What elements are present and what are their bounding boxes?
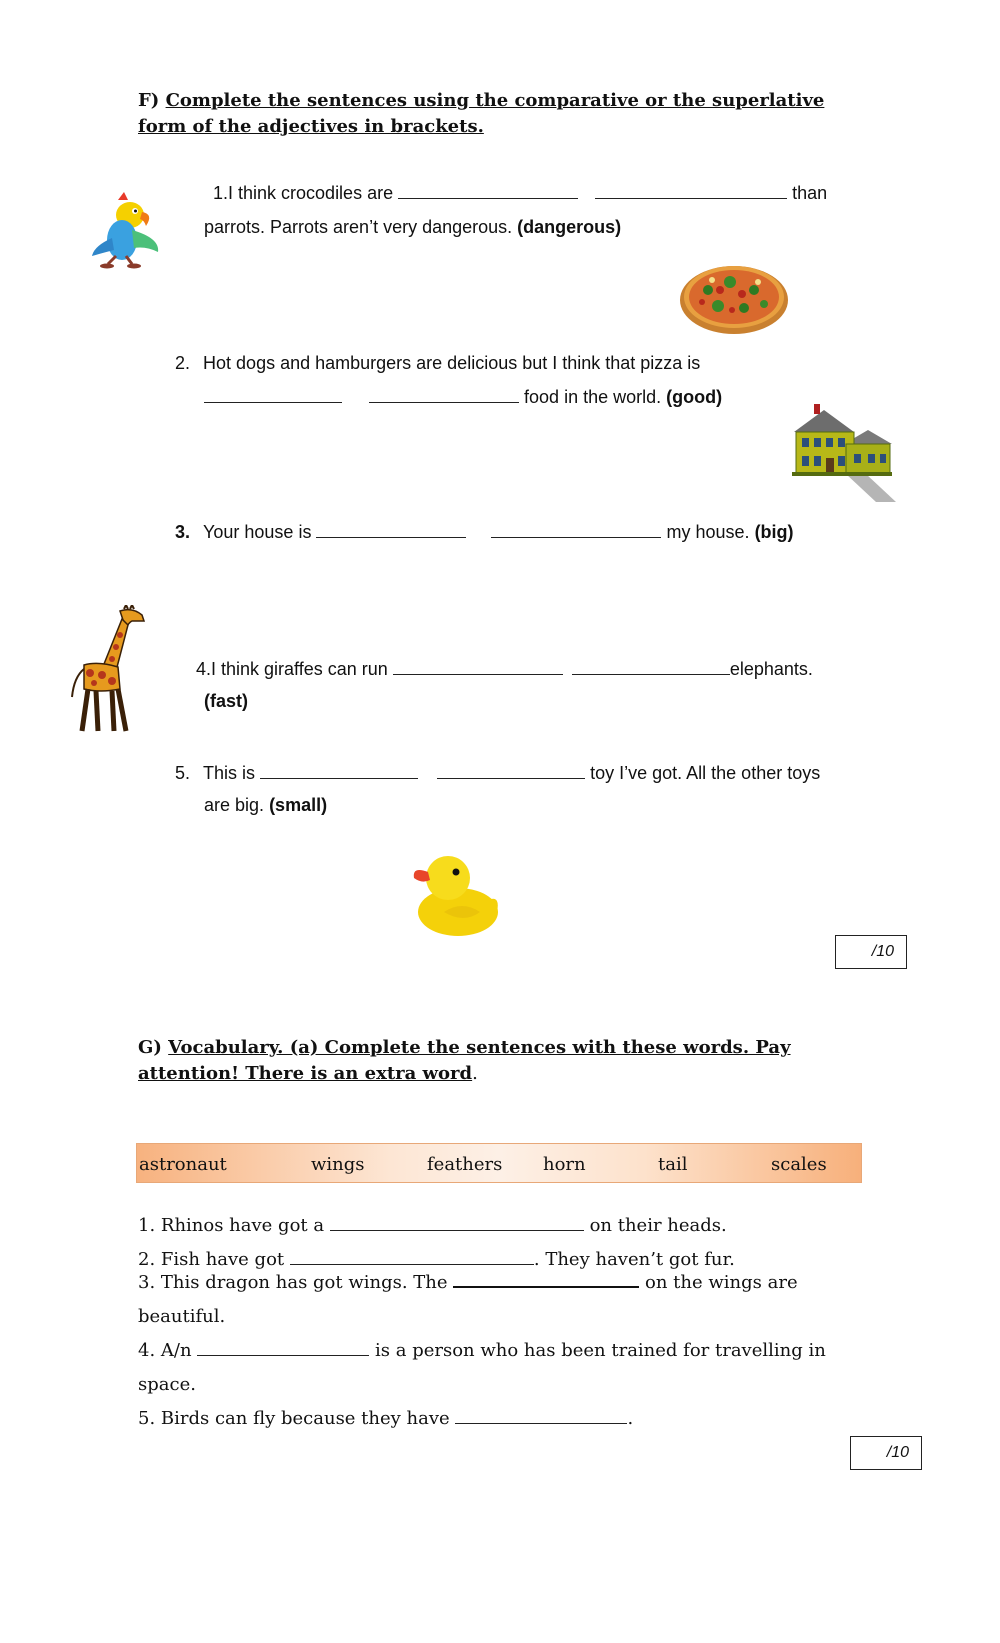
sentence-g4 [138,1338,826,1364]
question-f2 [175,350,700,376]
section-g-instruction-line2: attention! There is an extra word [138,1063,473,1084]
sentence-g4-end: is a person who has been trained for travelling in [375,1340,826,1361]
answer-blank-g3[interactable] [453,1270,639,1288]
question-f4-end: elephants. [729,659,813,679]
question-f2-hint: (good) [666,387,723,407]
question-f5-start: This is [203,763,256,783]
sentence-g1-end: on their heads. [589,1215,727,1236]
answer-blank-f4b[interactable] [572,658,730,675]
section-g-instruction-line1: Vocabulary. (a) Complete the sentences with these words. Pay [168,1037,791,1058]
answer-blank-f3a[interactable] [316,521,466,538]
answer-blank-f3b[interactable] [491,521,661,538]
word-bank-item: astronaut [139,1154,227,1175]
answer-blank-g2[interactable] [290,1248,534,1265]
rubber-duck-icon [410,850,502,938]
score-box-f [835,935,907,969]
sentence-g3-start: 3. This dragon has got wings. The [138,1272,448,1293]
question-f5-end: toy I’ve got. All the other toys [590,763,821,783]
sentence-g2-start: 2. Fish have got [138,1249,285,1270]
word-bank-item: wings [311,1154,365,1175]
answer-blank-f5a[interactable] [260,762,418,779]
section-f-instruction-line2: form of the adjectives in brackets. [138,116,484,137]
question-f5-number: 5. [175,763,191,783]
word-bank-item: feathers [427,1154,503,1175]
sentence-g3-line2: beautiful. [138,1306,226,1327]
sentence-g1-start: 1. Rhinos have got a [138,1215,325,1236]
answer-blank-f1a[interactable] [398,182,578,199]
score-box-g [850,1436,922,1470]
question-f5-line2 [204,792,327,818]
sentence-g5-start: 5. Birds can fly because they have [138,1408,450,1429]
question-f2-line1: Hot dogs and hamburgers are delicious but I think that pizza is [203,353,701,373]
question-f2-number: 2. [175,353,191,373]
score-g-text: /10 [886,1444,909,1461]
question-f5 [175,760,820,786]
sentence-g5-end: . [627,1408,634,1429]
question-f2-end: food in the world. [524,387,662,407]
question-f1-end: than [792,183,828,203]
sentence-g4-start: 4. A/n [138,1340,192,1361]
word-bank [136,1143,862,1183]
question-f1-line2 [204,214,621,240]
pizza-icon [678,260,790,336]
section-g-letter: G) [138,1037,162,1058]
answer-blank-g1[interactable] [330,1214,584,1231]
answer-blank-f2a[interactable] [204,386,342,403]
section-f-instruction-line1: Complete the sentences using the comparative or the superlative [165,90,825,111]
answer-blank-g4[interactable] [197,1339,369,1356]
answer-blank-f4a[interactable] [393,658,563,675]
word-bank-item: tail [658,1154,688,1175]
sentence-g3 [138,1270,798,1296]
sentence-g1 [138,1213,727,1239]
sentence-g2-end: . They haven’t got fur. [533,1249,735,1270]
question-f3-end: my house. [666,522,750,542]
section-g-heading [138,1035,791,1087]
question-f5-hint: (small) [269,795,328,815]
giraffe-icon [70,605,146,735]
question-f1-line2-text: parrots. Parrots aren’t very dangerous. [204,217,513,237]
question-f2-line2 [204,384,722,410]
question-f1-start: 1.I think crocodiles are [213,183,394,203]
sentence-g4-line2: space. [138,1374,196,1395]
question-f4 [196,656,813,682]
question-f3 [175,519,794,545]
parrot-icon [88,190,163,275]
question-f5-line2-text: are big. [204,795,265,815]
answer-blank-f5b[interactable] [437,762,585,779]
sentence-g5 [138,1406,633,1432]
section-f-letter: F) [138,90,160,111]
score-f-text: /10 [871,943,894,960]
question-f1-hint: (dangerous) [517,217,622,237]
question-f1 [213,180,827,206]
section-g-instruction-end: . [472,1063,478,1084]
house-icon [786,404,896,504]
sentence-g3-end: on the wings are [645,1272,798,1293]
question-f3-start: Your house is [203,522,312,542]
answer-blank-f2b[interactable] [369,386,519,403]
answer-blank-g5[interactable] [455,1407,627,1424]
word-bank-item: scales [771,1154,827,1175]
question-f3-hint: (big) [754,522,794,542]
question-f4-hint: (fast) [204,691,248,711]
answer-blank-f1b[interactable] [595,182,787,199]
word-bank-item: horn [543,1154,586,1175]
section-f-heading [138,88,824,140]
question-f3-number: 3. [175,522,191,542]
question-f4-start: 4.I think giraffes can run [196,659,388,679]
